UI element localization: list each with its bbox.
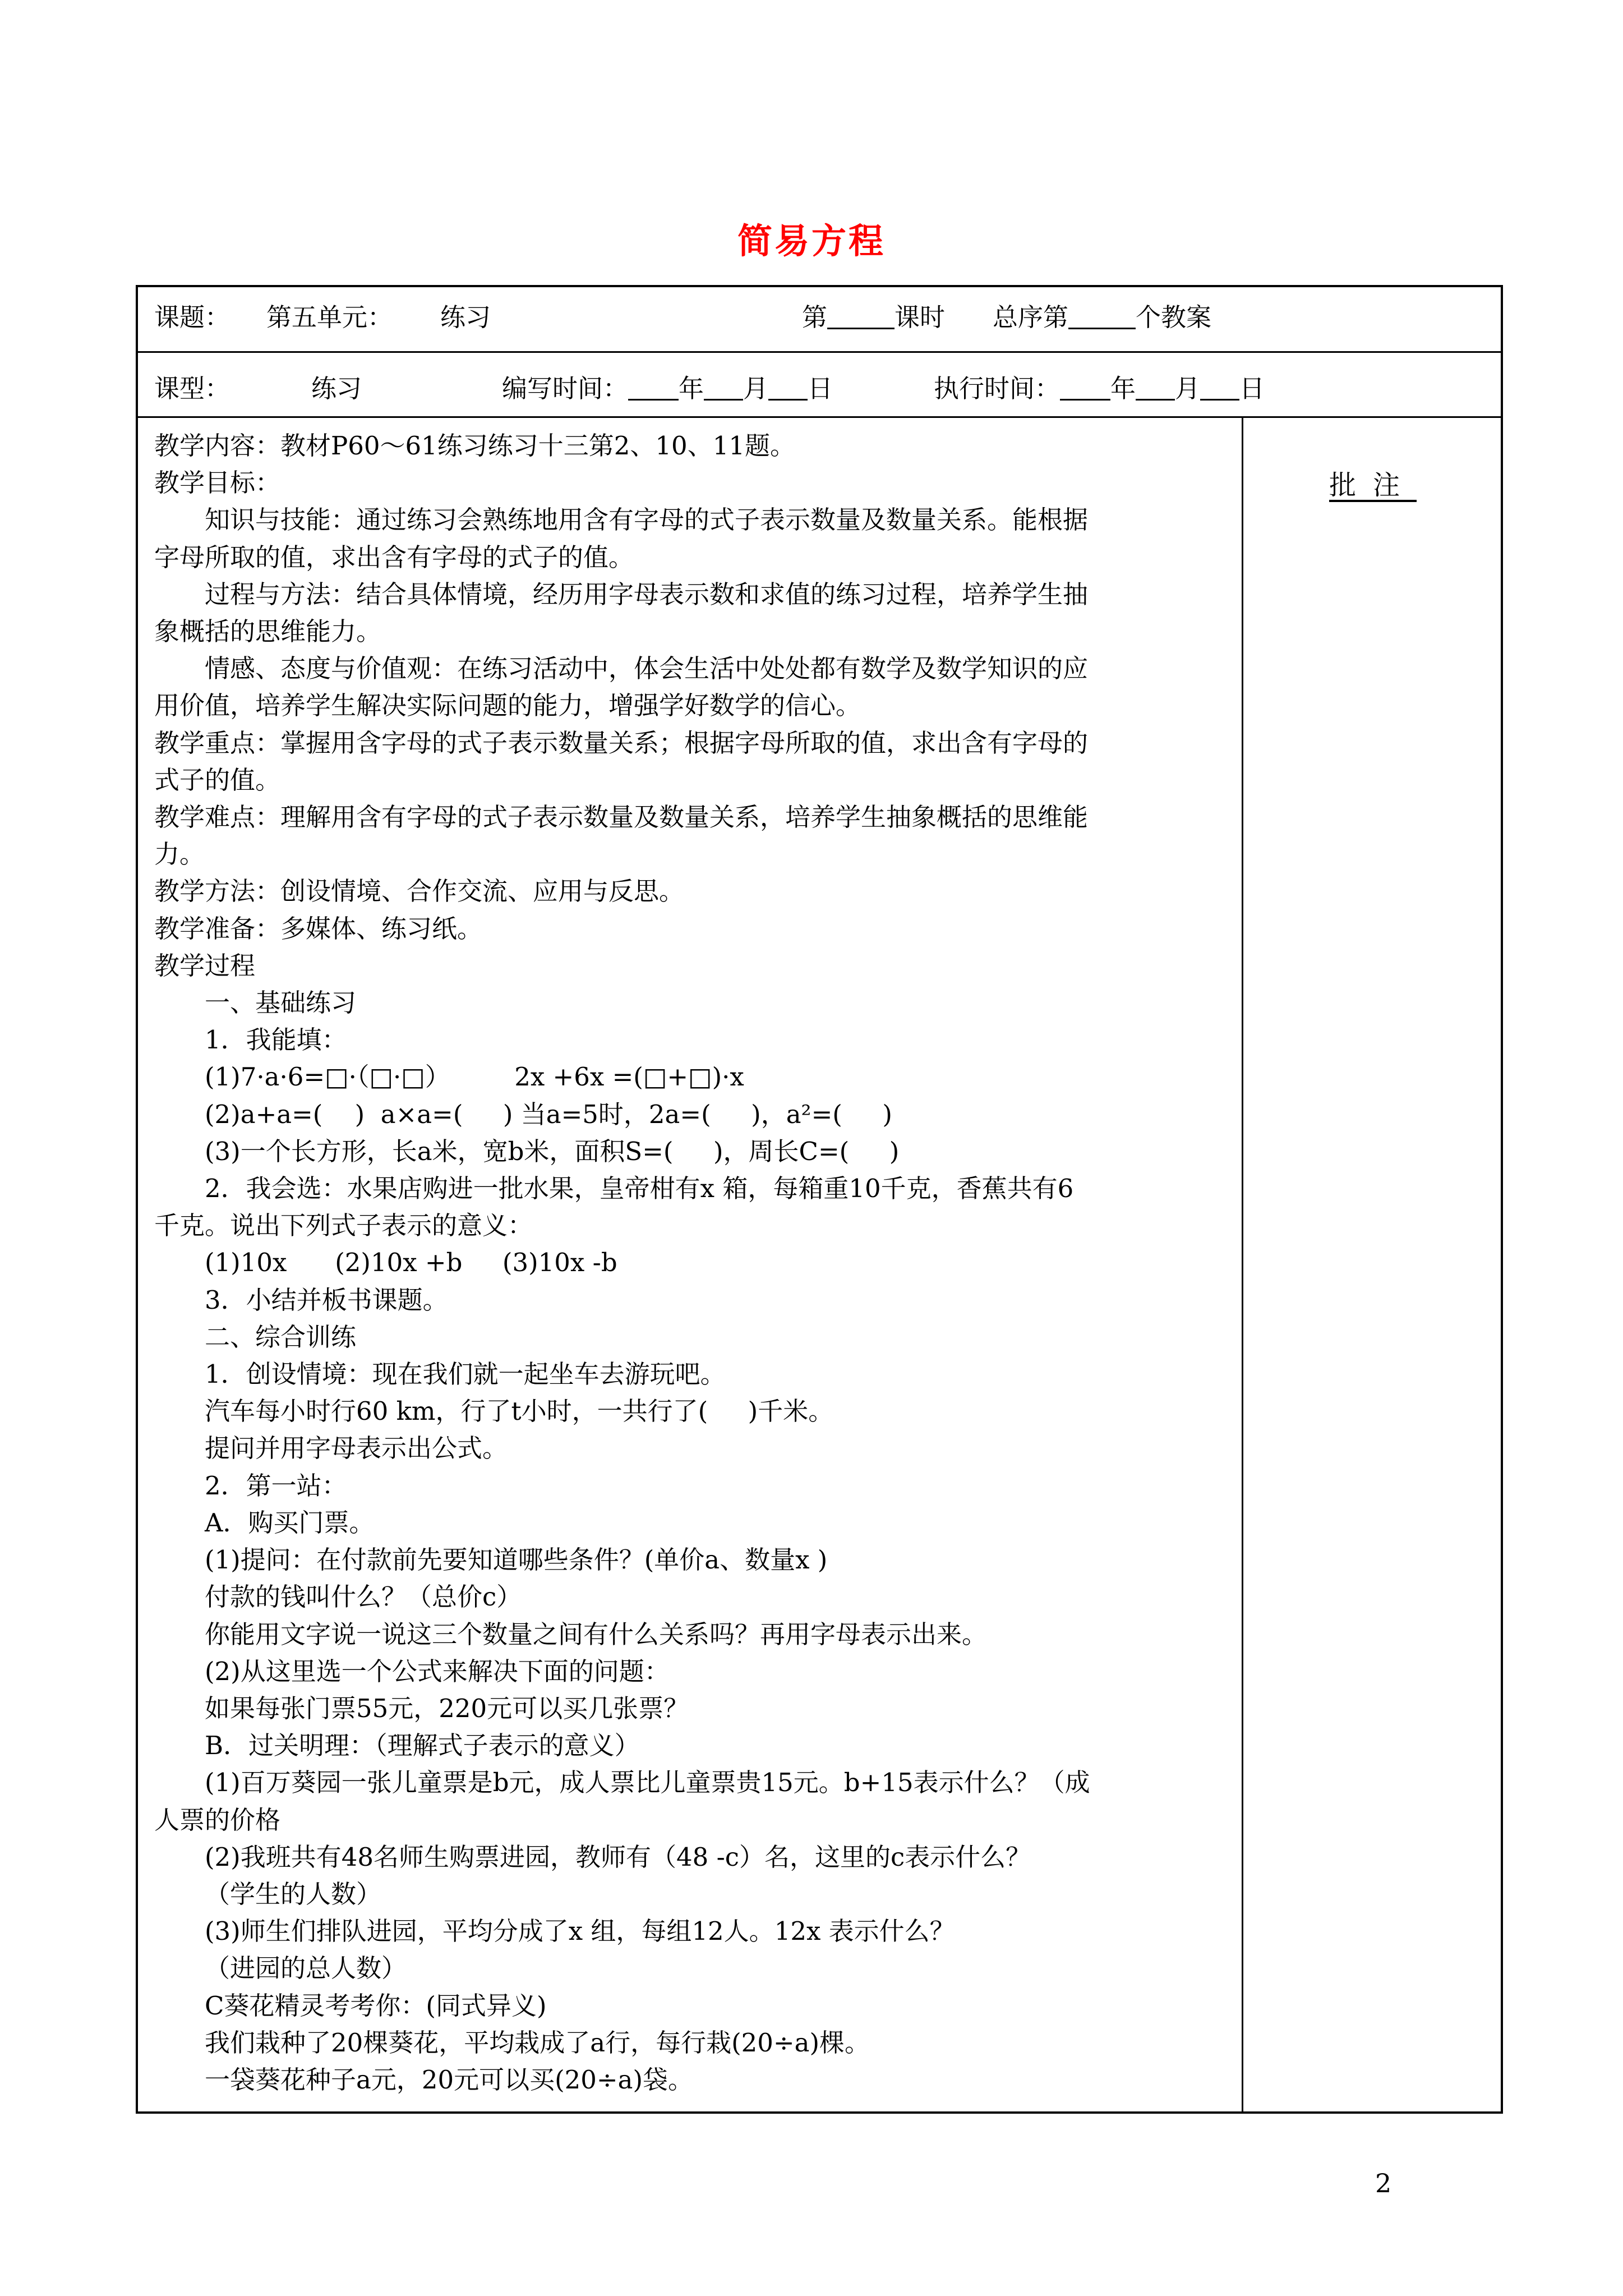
content-line: (2)我班共有48名师生购票进园，教师有（48 -c）名，这里的c表示什么？ [205, 1842, 1031, 1872]
content-line: A．购买门票。 [205, 1507, 375, 1538]
write-day-blank[interactable] [768, 376, 808, 401]
write-year-blank[interactable] [628, 376, 679, 401]
exec-time-label: 执行时间： [934, 374, 1061, 403]
content-line: 2．第一站： [205, 1470, 347, 1501]
day-label: 日 [808, 374, 833, 403]
content-line: 过程与方法：结合具体情境，经历用字母表示数和求值的练习过程，培养学生抽 [205, 579, 1089, 609]
content-line: （学生的人数） [205, 1879, 382, 1909]
content-line: 二、综合训练 [205, 1322, 357, 1352]
page-number: 2 [1375, 2168, 1392, 2198]
year-label: 年 [1110, 374, 1136, 403]
month-label: 月 [1175, 374, 1201, 403]
content-line: 教学目标： [154, 468, 281, 498]
content-line: 知识与技能：通过练习会熟练地用含有字母的式子表示数量及数量关系。能根据 [205, 505, 1089, 535]
exec-month-blank[interactable] [1136, 376, 1175, 401]
content-line: 字母所取的值，求出含有字母的式子的值。 [154, 542, 634, 572]
content-line: 3．小结并板书课题。 [205, 1285, 448, 1315]
month-label: 月 [743, 374, 769, 403]
type-label: 课型： [154, 374, 230, 403]
content-line: (3)师生们排队进园，平均分成了x 组，每组12人。12x 表示什么？ [205, 1916, 955, 1947]
content-line: 一、基础练习 [205, 988, 357, 1018]
content-line: 一袋葵花种子a元，20元可以买(20÷a)袋。 [205, 2064, 693, 2095]
write-time-field [502, 376, 833, 401]
content-line: 人票的价格 [154, 1805, 281, 1835]
year-label: 年 [679, 374, 704, 403]
content-line: (1)7·a·6=□·（□·□） 2x +6x =(□+□)·x [205, 1062, 744, 1092]
content-line: 象概括的思维能力。 [154, 616, 382, 647]
exec-day-blank[interactable] [1200, 376, 1239, 401]
lesson-field [802, 302, 946, 332]
content-line: 汽车每小时行60 km，行了t小时，一共行了( )千米。 [205, 1396, 834, 1427]
content-line: 教学重点：掌握用含字母的式子表示数量关系；根据字母所取的值，求出含有字母的 [154, 728, 1089, 758]
table-divider [138, 416, 1501, 418]
topic-label: 课题： [154, 302, 230, 332]
content-line: 情感、态度与价值观：在练习活动中，体会生活中处处都有数学及数学知识的应 [205, 654, 1089, 684]
document-title: 简易方程 [737, 220, 886, 261]
unit-text: 第五单元： [266, 302, 393, 332]
content-line: (1)百万葵园一张儿童票是b元，成人票比儿童票贵15元。b+15表示什么？（成 [205, 1768, 1090, 1798]
content-line: 提问并用字母表示出公式。 [205, 1433, 508, 1464]
lesson-prefix: 第 [802, 302, 828, 332]
content-line: （进园的总人数） [205, 1953, 407, 1984]
topic-text: 练习 [440, 302, 491, 332]
write-month-blank[interactable] [704, 376, 743, 401]
content-line: B．过关明理：（理解式子表示的意义） [205, 1731, 640, 1761]
day-label: 日 [1239, 374, 1265, 403]
remark-column-divider [1242, 416, 1243, 2114]
content-line: 1．创设情境：现在我们就一起坐车去游玩吧。 [205, 1359, 726, 1389]
content-line: (2)从这里选一个公式来解决下面的问题： [205, 1656, 670, 1686]
content-line: 教学难点：理解用含有字母的式子表示数量及数量关系，培养学生抽象概括的思维能 [154, 802, 1089, 832]
content-line: 教学过程 [154, 950, 256, 981]
content-line: 2．我会选：水果店购进一批水果，皇帝柑有x 箱，每箱重10千克，香蕉共有6 [205, 1174, 1074, 1204]
content-line: 教学准备：多媒体、练习纸。 [154, 913, 483, 944]
lesson-content [154, 427, 1225, 2099]
content-line: 教学方法：创设情境、合作交流、应用与反思。 [154, 876, 685, 907]
total-blank[interactable] [1068, 305, 1136, 329]
write-time-label: 编写时间： [502, 374, 629, 403]
total-suffix: 个教案 [1136, 302, 1212, 332]
type-text: 练习 [311, 374, 362, 403]
content-line: 千克。说出下列式子表示的意义： [154, 1211, 533, 1241]
lesson-blank[interactable] [827, 305, 895, 329]
content-line: 1．我能填： [205, 1025, 347, 1055]
content-line: 式子的值。 [154, 765, 281, 795]
content-line: 你能用文字说一说这三个数量之间有什么关系吗？再用字母表示出来。 [205, 1619, 988, 1649]
lesson-mid: 课时 [895, 302, 946, 332]
content-line: 教学内容：教材P60～61练习练习十三第2、10、11题。 [154, 431, 795, 461]
content-line: 我们栽种了20棵葵花，平均栽成了a行，每行栽(20÷a)棵。 [205, 2027, 870, 2058]
content-line: 付款的钱叫什么？（总价c） [205, 1582, 522, 1612]
total-prefix: 总序第 [993, 302, 1069, 332]
content-line: (1)10x (2)10x +b (3)10x -b [205, 1248, 617, 1278]
remark-heading: 批注 [1329, 470, 1417, 501]
content-line: 用价值，培养学生解决实际问题的能力，增强学好数学的信心。 [154, 691, 861, 721]
exec-time-field [934, 376, 1265, 401]
content-line: C葵花精灵考考你：(同式异义) [205, 1990, 547, 2021]
content-line: 如果每张门票55元，220元可以买几张票？ [205, 1693, 689, 1723]
total-field [993, 302, 1212, 332]
content-line: (2)a+a=( ) a×a=( ) 当a=5时，2a=( )，a²=( ) [205, 1099, 892, 1129]
table-divider [138, 351, 1501, 353]
content-line: 力。 [154, 839, 205, 869]
exec-year-blank[interactable] [1060, 376, 1110, 401]
content-line: (1)提问：在付款前先要知道哪些条件？(单价a、数量x ) [205, 1545, 828, 1575]
content-line: (3)一个长方形，长a米，宽b米，面积S=( )，周长C=( ) [205, 1136, 900, 1166]
